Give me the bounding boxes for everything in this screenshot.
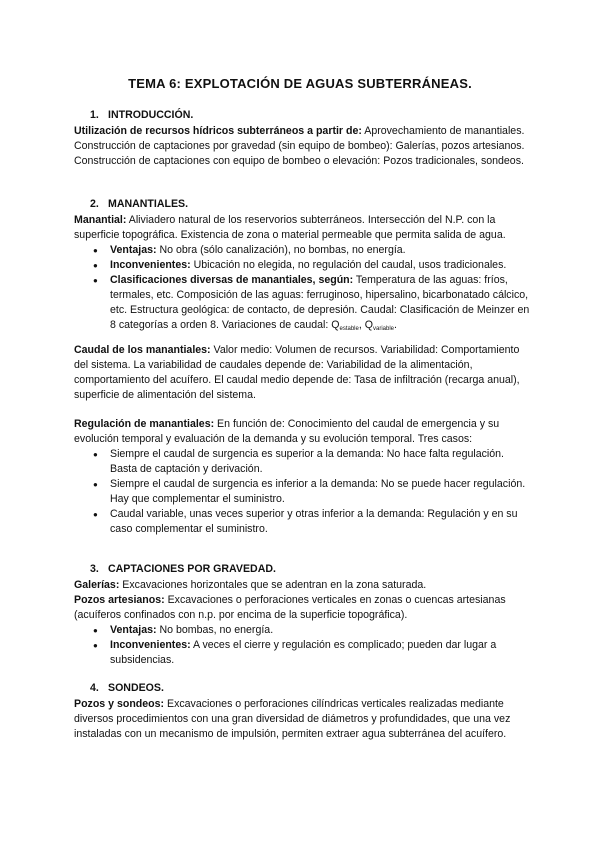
item-label: Inconvenientes: (110, 259, 191, 271)
paragraph-label: Pozos y sondeos: (74, 698, 165, 710)
item-label: Ventajas: (110, 624, 157, 636)
item-text: . (394, 319, 397, 331)
section-title: MANANTIALES. (108, 198, 189, 210)
list-item (110, 243, 530, 258)
paragraph-text: En función de: Conocimiento del caudal de emergencia y su evolución temporal y evaluación de la demanda y su evolución temporal. Tres casos: (74, 418, 500, 445)
list-item: ● Siempre el caudal de surgencia es inferior a la demanda: No se puede hacer regulación. Hay que complementar el suministro. (110, 477, 530, 507)
subscript: estable (339, 326, 359, 332)
section-number: 4. (90, 682, 99, 694)
section-manantiales (74, 197, 530, 333)
paragraph-label: Utilización de recursos hídricos subterráneos a partir de: (74, 125, 362, 137)
list-item (110, 273, 530, 333)
paragraph-label: Regulación de manantiales: (74, 418, 215, 430)
section-sondeos (74, 681, 530, 742)
paragraph-text: Excavaciones o perforaciones verticales en zonas o cuencas artesianas (acuíferos confinados con n.p. por encima de la superficie topográfica). (74, 594, 506, 621)
paragraph-label: Pozos artesianos: (74, 594, 165, 606)
section-number: 1. (90, 109, 99, 121)
paragraph (74, 593, 530, 623)
paragraph (74, 417, 530, 447)
item-label: Ventajas: (110, 244, 157, 256)
page-title: TEMA 6: EXPLOTACIÓN DE AGUAS SUBTERRÁNEAS. (128, 76, 472, 91)
paragraph-text: Valor medio: Volumen de recursos. Variabilidad: Comportamiento del sistema. La variabilidad de caudales depende de: Variabilidad de la alimentación, comportamiento del acuífero. El caudal medio depende de: Tasa de infiltración (recarga anual), superficie de alimentación del sistema. (74, 344, 520, 401)
list-item: ● Siempre el caudal de surgencia es superior a la demanda: No hace falta regulación. Basta de captación y derivación. (110, 447, 530, 477)
bullet-list (74, 623, 530, 668)
paragraph-text: Aprovechamiento de manantiales. Construcción de captaciones por gravedad (sin equipo de bombeo): Galerías, pozos artesianos. Construcción de captaciones con equipo de bombeo o elevación: Pozos tradicionales, sondeos. (74, 125, 525, 167)
paragraph-text: Excavaciones horizontales que se adentran en la zona saturada. (119, 579, 427, 591)
section-heading (74, 197, 530, 212)
section-heading (74, 562, 530, 577)
section-captaciones (74, 562, 530, 668)
paragraph-label: Galerías: (74, 579, 120, 591)
section-number: 2. (90, 198, 99, 210)
paragraph-text: Excavaciones o perforaciones cilíndricas verticales realizadas mediante diversos procedimientos con una gran diversidad de diámetros y profundidades, que una vez instaladas con un mecanismo de impulsión, permiten extraer agua subterránea del acuífero. (74, 698, 511, 740)
list-item (110, 623, 530, 638)
paragraph-text: Aliviadero natural de los reservorios subterráneos. Intersección del N.P. con la superficie topográfica. Existencia de zona o material permeable que permita salida de agua. (74, 214, 506, 241)
section-title: SONDEOS. (108, 682, 164, 694)
section-title: CAPTACIONES POR GRAVEDAD. (108, 563, 276, 575)
item-text: No obra (sólo canalización), no bombas, no energía. (156, 244, 406, 256)
section-heading (74, 108, 530, 123)
section-title: INTRODUCCIÓN. (108, 109, 194, 121)
paragraph (74, 343, 530, 403)
section-heading (74, 681, 530, 696)
section-number: 3. (90, 563, 99, 575)
item-text: , Q (358, 319, 373, 331)
item-text: Ubicación no elegida, no regulación del caudal, usos tradicionales. (190, 259, 507, 271)
caudal-paragraph-block (74, 343, 530, 403)
subscript: variable (372, 326, 394, 332)
paragraph (74, 697, 530, 742)
list-item (110, 258, 530, 273)
regulacion-block (74, 417, 530, 537)
item-text: No bombas, no energía. (156, 624, 274, 636)
paragraph (74, 213, 530, 243)
paragraph-label: Caudal de los manantiales: (74, 344, 211, 356)
item-text: A veces el cierre y regulación es complicado; pueden dar lugar a subsidencias. (110, 639, 497, 666)
list-item: ● Caudal variable, unas veces superior y otras inferior a la demanda: Regulación y en su caso complementar el suministro. (110, 507, 530, 537)
item-label: Inconvenientes: (110, 639, 191, 651)
list-item (110, 638, 530, 668)
section-introduccion (74, 108, 530, 169)
paragraph-label: Manantial: (74, 214, 127, 226)
item-label: Clasificaciones diversas de manantiales, según: (110, 274, 354, 286)
bullet-list (74, 243, 530, 333)
paragraph (74, 124, 530, 169)
bullet-list (74, 447, 530, 537)
item-text: Temperatura de las aguas: fríos, termales, etc. Composición de las aguas: ferruginoso, hipersalino, bicarbonatado cálcico, etc. Estructura geológica: de contacto, de depresión. Caudal: Clasificación de Meinzer en 8 categorías a orden 8. Variaciones de caudal: Q (110, 274, 530, 331)
paragraph (74, 578, 530, 593)
